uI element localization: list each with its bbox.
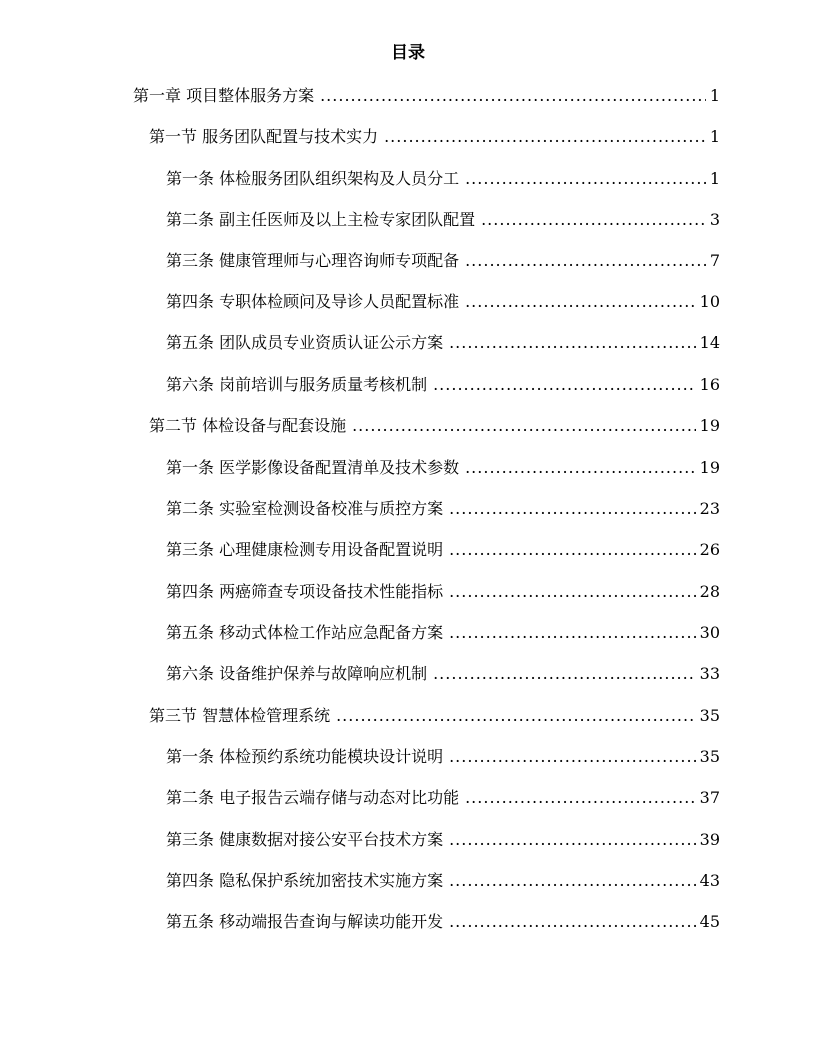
dot-leader bbox=[449, 581, 696, 603]
dot-leader bbox=[352, 415, 696, 437]
toc-entry-article[interactable] bbox=[166, 620, 720, 644]
toc-entry-article[interactable] bbox=[166, 868, 720, 892]
toc-entry-article[interactable] bbox=[166, 785, 720, 809]
toc-title: 目录 bbox=[391, 43, 425, 63]
toc-entry-label: 第一条 体检预约系统功能模块设计说明 bbox=[166, 747, 444, 766]
toc-entry-label: 第五条 团队成员专业资质认证公示方案 bbox=[166, 333, 444, 352]
toc-entry-label: 第三条 健康数据对接公安平台技术方案 bbox=[166, 830, 444, 849]
dot-leader bbox=[449, 539, 696, 561]
toc-entry-page: 1 bbox=[709, 127, 720, 146]
dot-leader bbox=[465, 168, 706, 190]
toc-entry-page: 45 bbox=[699, 912, 720, 931]
dot-leader bbox=[449, 746, 696, 768]
toc-entry-label: 第一条 医学影像设备配置清单及技术参数 bbox=[166, 458, 460, 477]
toc-entry-page: 10 bbox=[699, 292, 720, 311]
toc-entry-page: 1 bbox=[709, 169, 720, 188]
dot-leader bbox=[481, 209, 706, 231]
toc-entry-label: 第二节 体检设备与配套设施 bbox=[149, 416, 347, 435]
toc-entry-page: 35 bbox=[699, 706, 720, 725]
toc-entry-label: 第四条 专职体检顾问及导诊人员配置标准 bbox=[166, 292, 460, 311]
toc-entry-article[interactable] bbox=[166, 166, 720, 190]
toc-entry-page: 30 bbox=[699, 623, 720, 642]
toc-entry-article[interactable] bbox=[166, 496, 720, 520]
toc-entry-label: 第六条 设备维护保养与故障响应机制 bbox=[166, 664, 428, 683]
toc-entry-label: 第六条 岗前培训与服务质量考核机制 bbox=[166, 375, 428, 394]
toc-entry-section[interactable] bbox=[149, 124, 720, 148]
dot-leader bbox=[320, 85, 706, 107]
toc-entry-label: 第三条 健康管理师与心理咨询师专项配备 bbox=[166, 251, 460, 270]
toc-entry-label: 第五条 移动端报告查询与解读功能开发 bbox=[166, 912, 444, 931]
dot-leader bbox=[449, 870, 696, 892]
toc-entry-article[interactable] bbox=[166, 330, 720, 354]
toc-entry-article[interactable] bbox=[166, 827, 720, 851]
dot-leader bbox=[433, 663, 696, 685]
toc-entry-page: 14 bbox=[699, 333, 720, 352]
toc-entry-label: 第四条 隐私保护系统加密技术实施方案 bbox=[166, 871, 444, 890]
toc-entry-section[interactable] bbox=[149, 413, 720, 437]
toc-entry-page: 35 bbox=[699, 747, 720, 766]
toc-entry-page: 1 bbox=[709, 86, 720, 105]
toc-entry-label: 第一条 体检服务团队组织架构及人员分工 bbox=[166, 169, 460, 188]
toc-entry-page: 16 bbox=[699, 375, 720, 394]
toc-entry-article[interactable] bbox=[166, 372, 720, 396]
toc-entry-label: 第一节 服务团队配置与技术实力 bbox=[149, 127, 379, 146]
toc-entry-article[interactable] bbox=[166, 248, 720, 272]
toc-entry-label: 第二条 副主任医师及以上主检专家团队配置 bbox=[166, 210, 476, 229]
toc-entry-page: 28 bbox=[699, 582, 720, 601]
toc-entry-article[interactable] bbox=[166, 744, 720, 768]
dot-leader bbox=[465, 787, 696, 809]
dot-leader bbox=[449, 622, 696, 644]
toc-entry-article[interactable] bbox=[166, 661, 720, 685]
toc-entry-page: 33 bbox=[699, 664, 720, 683]
toc-entry-label: 第四条 两癌筛查专项设备技术性能指标 bbox=[166, 582, 444, 601]
dot-leader bbox=[384, 126, 706, 148]
toc-entry-label: 第五条 移动式体检工作站应急配备方案 bbox=[166, 623, 444, 642]
toc-entry-chapter[interactable] bbox=[133, 83, 720, 107]
toc-entry-page: 43 bbox=[699, 871, 720, 890]
toc-entry-article[interactable] bbox=[166, 909, 720, 933]
dot-leader bbox=[449, 498, 696, 520]
dot-leader bbox=[433, 374, 696, 396]
dot-leader bbox=[336, 705, 696, 727]
dot-leader bbox=[449, 829, 696, 851]
toc-entry-page: 7 bbox=[709, 251, 720, 270]
toc-entry-page: 23 bbox=[699, 499, 720, 518]
toc-entry-article[interactable] bbox=[166, 207, 720, 231]
toc-entry-label: 第三节 智慧体检管理系统 bbox=[149, 706, 331, 725]
toc-entry-label: 第二条 实验室检测设备校准与质控方案 bbox=[166, 499, 444, 518]
toc-entry-page: 37 bbox=[699, 788, 720, 807]
toc-entry-article[interactable] bbox=[166, 537, 720, 561]
dot-leader bbox=[465, 457, 696, 479]
toc-entry-page: 3 bbox=[709, 210, 720, 229]
dot-leader bbox=[465, 291, 696, 313]
toc-entry-section[interactable] bbox=[149, 703, 720, 727]
toc-entry-article[interactable] bbox=[166, 455, 720, 479]
dot-leader bbox=[449, 911, 696, 933]
dot-leader bbox=[465, 250, 706, 272]
toc-entry-page: 39 bbox=[699, 830, 720, 849]
dot-leader bbox=[449, 332, 696, 354]
toc-entry-article[interactable] bbox=[166, 289, 720, 313]
toc-entry-page: 26 bbox=[699, 540, 720, 559]
toc-entry-page: 19 bbox=[699, 458, 720, 477]
toc-entry-label: 第一章 项目整体服务方案 bbox=[133, 86, 315, 105]
toc-entry-page: 19 bbox=[699, 416, 720, 435]
toc-entry-article[interactable] bbox=[166, 579, 720, 603]
toc-entry-label: 第三条 心理健康检测专用设备配置说明 bbox=[166, 540, 444, 559]
toc-entry-label: 第二条 电子报告云端存储与动态对比功能 bbox=[166, 788, 460, 807]
